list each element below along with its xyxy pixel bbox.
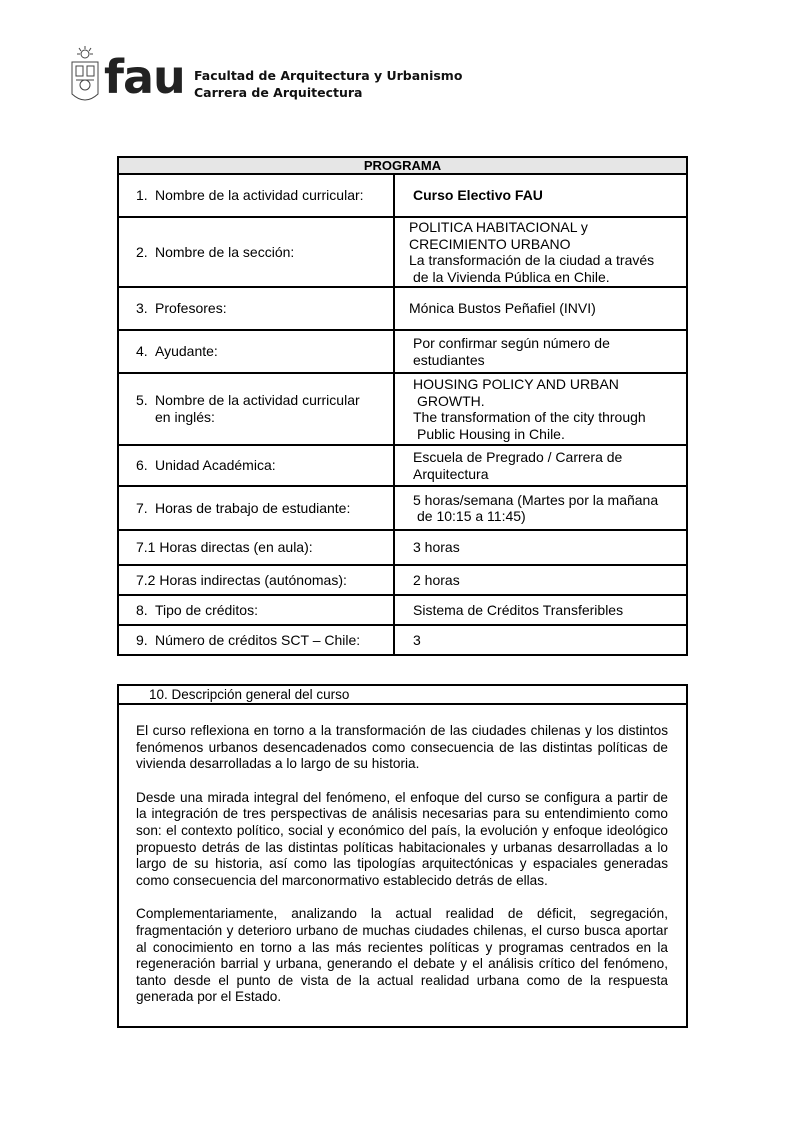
row-label-cell [119, 446, 395, 485]
description-paragraph: El curso reflexiona en torno a la transformación de las ciudades chilenas y los distintos fenómenos urbanos desencadenados como consecuencia de las distintas políticas de vivienda desarrolladas a lo largo de su historia. [136, 723, 668, 772]
row-value: Curso Electivo FAU [413, 187, 543, 204]
row-label-cell [119, 175, 395, 216]
programa-title: PROGRAMA [119, 158, 686, 175]
row-number: 2. [136, 243, 148, 260]
table-row [119, 531, 686, 566]
table-row [119, 175, 686, 218]
value-line: 5 horas/semana (Martes por la mañana [413, 491, 659, 508]
row-label-cell [119, 288, 395, 329]
row-label: Nombre de la actividad curricular: [155, 187, 364, 203]
row-label [155, 392, 393, 426]
description-paragraph: Desde una mirada integral del fenómeno, el enfoque del curso se configura a partir de la integración de tres perspectivas de análisis necesarias para su entendimiento como son: el contexto político, social y económico del país, la evolución y enfoque ideológico propuesto detrás de las distintas políticas habitacionales y urbanas desarrolladas a lo largo de su historia, así como las tipologías arquitectónicas y espaciales generadas como consecuencia del marconormativo establecido detrás de ellas. [136, 789, 668, 888]
row-value: Mónica Bustos Peñafiel (INVI) [409, 300, 596, 317]
description-body [119, 705, 686, 1006]
table-row [119, 446, 686, 487]
row-label: Profesores: [155, 300, 227, 316]
value-line: The transformation of the city through [413, 409, 646, 425]
description-paragraph: Complementariamente, analizando la actual realidad de déficit, segregación, fragmentación y deterioro urbano de muchas ciudades chilenas, el curso busca aportar al conocimiento en torno a las más recientes políticas y programas centrados en la regeneración barrial y urbana, generando el debate y el análisis crítico del fenómeno, tanto desde el punto de vista de la actual realidad urbana como de la respuesta generada por el Estado. [136, 906, 668, 1005]
row-label-cell [119, 566, 395, 594]
fau-logo: fau [104, 50, 185, 104]
table-row [119, 374, 686, 446]
table-row [119, 331, 686, 374]
row-label: Nombre de la sección: [155, 243, 295, 260]
row-number: 1. [136, 187, 148, 203]
row-label: Ayudante: [155, 343, 218, 359]
programa-table [117, 156, 688, 656]
table-row [119, 566, 686, 596]
row-value [395, 218, 686, 286]
row-value [395, 374, 686, 444]
label-line: en inglés: [155, 409, 215, 425]
description-section [117, 684, 688, 1028]
value-line: de 10:15 a 11:45) [417, 508, 526, 524]
row-label-cell [119, 218, 395, 286]
value-line: Arquitectura [413, 465, 489, 482]
row-number: 6. [136, 457, 148, 473]
header-text [194, 67, 462, 101]
row-label-cell [119, 626, 395, 654]
university-seal-icon [70, 46, 100, 108]
value-line: La transformación de la ciudad a través [409, 252, 655, 268]
value-line: Public Housing in Chile. [417, 425, 565, 442]
faculty-name: Facultad de Arquitectura y Urbanismo [194, 68, 463, 83]
row-label: Horas de trabajo de estudiante: [155, 499, 351, 516]
table-row [119, 487, 686, 531]
value-line: GROWTH. [417, 392, 485, 409]
value-line: Escuela de Pregrado / Carrera de [413, 449, 623, 465]
description-heading: 10. Descripción general del curso [119, 686, 686, 705]
row-number: 4. [136, 343, 148, 359]
row-value: Sistema de Créditos Transferibles [413, 601, 624, 618]
row-value: 2 horas [413, 571, 460, 588]
row-number: 7. [136, 499, 148, 516]
career-name: Carrera de Arquitectura [194, 85, 363, 100]
row-number: 3. [136, 300, 148, 316]
row-value: 3 horas [413, 539, 460, 556]
row-value [395, 487, 686, 529]
row-label: Unidad Académica: [155, 457, 276, 473]
value-line: Por confirmar según número de [413, 335, 610, 351]
value-line: HOUSING POLICY AND URBAN [413, 376, 619, 392]
row-value: 3 [413, 631, 421, 648]
row-number: 8. [136, 601, 148, 618]
row-label-cell [119, 487, 395, 529]
row-number: 5. [136, 392, 148, 408]
value-line: CRECIMIENTO URBANO [409, 235, 571, 252]
row-label-cell [119, 331, 395, 372]
row-label: 7.2 Horas indirectas (autónomas): [136, 571, 347, 588]
value-line: de la Vivienda Pública en Chile. [413, 268, 610, 285]
value-line: estudiantes [413, 351, 485, 368]
row-label: 7.1 Horas directas (en aula): [136, 539, 313, 555]
label-line: Nombre de la actividad curricular [155, 392, 360, 408]
row-label-cell [119, 531, 395, 564]
row-label-cell [119, 374, 395, 444]
table-row [119, 218, 686, 288]
row-label: Tipo de créditos: [155, 601, 258, 618]
row-number: 9. [136, 631, 148, 648]
table-row [119, 626, 686, 654]
row-label: Número de créditos SCT – Chile: [155, 631, 361, 648]
table-row [119, 596, 686, 626]
row-label-cell [119, 596, 395, 624]
value-line: POLITICA HABITACIONAL y [409, 219, 588, 235]
row-value [395, 331, 686, 372]
row-value [395, 446, 686, 485]
table-row [119, 288, 686, 331]
page-header [70, 46, 470, 110]
